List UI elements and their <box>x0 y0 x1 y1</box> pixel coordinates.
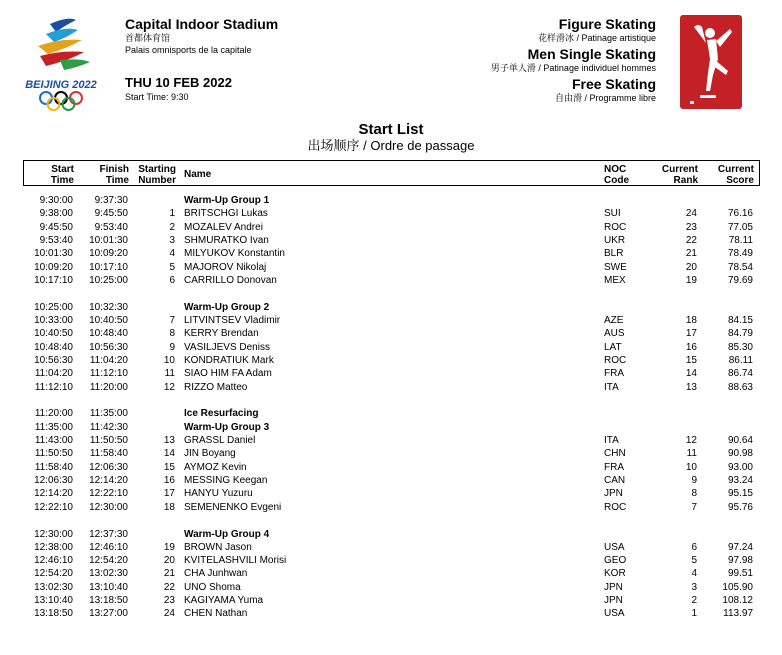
table-row <box>0 274 782 287</box>
cell-current-rank: 4 <box>691 568 697 580</box>
cell-noc-code: UKR <box>604 235 626 246</box>
cell-finish-time: 12:30:00 <box>89 501 128 513</box>
cell-starting-number: 16 <box>163 475 175 487</box>
cell-finish-time: 11:58:40 <box>89 448 128 460</box>
cell-current-rank: 6 <box>691 541 697 553</box>
cell-start-time: 10:40:50 <box>34 328 73 340</box>
cell-finish-time: 12:46:10 <box>89 541 128 553</box>
cell-name: CHEN Nathan <box>184 608 248 620</box>
cell-current-score: 76.16 <box>727 208 753 220</box>
cell-starting-number: 11 <box>164 368 175 380</box>
table-row <box>0 341 782 354</box>
phase-name: Free Skating <box>571 76 656 92</box>
cell-finish-time: 9:45:50 <box>94 208 128 220</box>
table-row <box>0 354 782 367</box>
cell-current-score: 86.74 <box>727 368 753 380</box>
group-row <box>0 301 782 314</box>
cell-group-label: Warm-Up Group 2 <box>184 301 270 313</box>
cell-noc-code: USA <box>604 608 625 620</box>
table-row <box>0 607 782 620</box>
cell-current-score: 97.24 <box>727 541 753 553</box>
col-current-score: Current Score <box>717 164 754 186</box>
table-row <box>0 221 782 234</box>
cell-name: HANYU Yuzuru <box>184 488 253 500</box>
cell-noc-code: ROC <box>604 501 627 513</box>
start-time: Start Time: 9:30 <box>125 92 189 102</box>
col-starting-number: Starting Number <box>138 164 176 186</box>
cell-start-time: 9:45:50 <box>39 221 73 233</box>
sport-subtitle: 花样滑冰 / Patinage artistique <box>537 33 656 43</box>
title-main: Start List <box>358 121 424 138</box>
table-row <box>0 581 782 594</box>
cell-current-score: 78.54 <box>727 261 753 273</box>
cell-finish-time: 10:25:00 <box>89 275 128 286</box>
cell-finish-time: 11:20:00 <box>89 381 128 393</box>
cell-finish-time: 12:54:20 <box>89 555 128 567</box>
group-row <box>0 528 782 541</box>
cell-start-time: 11:58:40 <box>34 461 73 473</box>
cell-current-rank: 5 <box>691 555 697 567</box>
cell-name: SHMURATKO Ivan <box>184 235 269 246</box>
cell-current-rank: 18 <box>685 315 697 326</box>
cell-starting-number: 7 <box>169 315 175 326</box>
cell-name: VASILJEVS Deniss <box>184 341 270 353</box>
table-row <box>0 474 782 487</box>
cell-noc-code: JPN <box>604 488 623 500</box>
cell-start-time: 12:06:30 <box>34 475 73 487</box>
cell-current-rank: 15 <box>685 355 697 366</box>
table-row <box>0 461 782 474</box>
cell-current-score: 90.64 <box>727 435 753 447</box>
table-header <box>23 160 760 186</box>
cell-current-score: 84.15 <box>727 315 753 326</box>
cell-noc-code: ITA <box>604 435 619 447</box>
cell-current-score: 113.97 <box>723 608 753 620</box>
cell-noc-code: JPN <box>604 581 623 593</box>
cell-starting-number: 23 <box>163 595 175 607</box>
cell-start-time: 12:54:20 <box>34 568 73 580</box>
phase-block <box>555 76 656 104</box>
cell-start-time: 10:56:30 <box>34 355 73 366</box>
cell-noc-code: SUI <box>604 208 621 220</box>
cell-current-rank: 12 <box>685 435 697 447</box>
cell-current-score: 95.76 <box>727 501 753 513</box>
cell-current-rank: 13 <box>685 381 697 393</box>
cell-start-time: 10:01:30 <box>34 248 73 260</box>
cell-noc-code: JPN <box>604 595 623 607</box>
cell-current-rank: 24 <box>685 208 697 220</box>
cell-start-time: 11:43:00 <box>34 435 73 447</box>
cell-noc-code: LAT <box>604 341 622 353</box>
cell-start-time: 11:35:00 <box>34 421 73 433</box>
cell-name: GRASSL Daniel <box>184 435 256 447</box>
cell-starting-number: 10 <box>163 355 175 366</box>
cell-current-rank: 9 <box>691 475 697 487</box>
table-row <box>0 434 782 447</box>
cell-finish-time: 12:37:30 <box>89 528 128 540</box>
cell-start-time: 12:30:00 <box>34 528 73 540</box>
group-row <box>0 194 782 207</box>
phase-subtitle: 自由滑 / Programme libre <box>554 93 656 103</box>
cell-noc-code: ROC <box>604 355 627 366</box>
table-row <box>0 501 782 514</box>
date-block <box>125 75 232 103</box>
cell-start-time: 10:09:20 <box>34 261 73 273</box>
table-row <box>0 207 782 220</box>
cell-starting-number: 8 <box>169 328 175 340</box>
figure-skating-pictogram-icon <box>680 15 742 109</box>
cell-starting-number: 9 <box>169 341 175 353</box>
cell-starting-number: 2 <box>169 221 175 233</box>
cell-finish-time: 10:56:30 <box>89 341 128 353</box>
cell-starting-number: 5 <box>169 261 175 273</box>
cell-current-rank: 10 <box>685 461 697 473</box>
venue-block <box>125 16 278 56</box>
cell-name: MILYUKOV Konstantin <box>184 248 285 260</box>
table-row <box>0 367 782 380</box>
cell-finish-time: 13:10:40 <box>89 581 128 593</box>
cell-name: SEMENENKO Evgeni <box>184 501 282 513</box>
cell-current-score: 78.11 <box>728 235 753 246</box>
cell-start-time: 9:53:40 <box>39 235 73 246</box>
cell-name: MAJOROV Nikolaj <box>184 261 267 273</box>
event-name: Men Single Skating <box>527 46 656 62</box>
cell-starting-number: 21 <box>163 568 175 580</box>
cell-name: RIZZO Matteo <box>184 381 248 393</box>
cell-name: SIAO HIM FA Adam <box>184 368 272 380</box>
cell-noc-code: CAN <box>604 475 626 487</box>
cell-name: KVITELASHVILI Morisi <box>184 555 287 567</box>
sport-block <box>538 16 656 44</box>
cell-current-rank: 8 <box>691 488 697 500</box>
cell-name: BRITSCHGI Lukas <box>184 208 268 220</box>
col-start-time: Start Time <box>50 164 74 186</box>
sport-name: Figure Skating <box>558 16 656 32</box>
cell-name: KERRY Brendan <box>184 328 259 340</box>
cell-finish-time: 10:17:10 <box>89 261 128 273</box>
title-sub: 出场顺序 / Ordre de passage <box>307 138 475 153</box>
table-row <box>0 554 782 567</box>
event-subtitle: 男子单人滑 / Patinage individuel hommes <box>490 63 656 73</box>
cell-finish-time: 12:14:20 <box>89 475 128 487</box>
cell-finish-time: 9:37:30 <box>94 195 128 206</box>
cell-finish-time: 12:22:10 <box>89 488 128 500</box>
cell-group-label: Ice Resurfacing <box>184 408 259 420</box>
cell-starting-number: 3 <box>169 235 175 246</box>
cell-current-score: 105.90 <box>722 581 753 593</box>
cell-start-time: 12:38:00 <box>34 541 73 553</box>
cell-current-rank: 11 <box>686 448 697 460</box>
cell-starting-number: 17 <box>163 488 175 500</box>
cell-name: KONDRATIUK Mark <box>184 355 274 366</box>
cell-current-score: 79.69 <box>727 275 753 286</box>
cell-finish-time: 11:04:20 <box>89 355 128 366</box>
table-row <box>0 247 782 260</box>
brand-label: BEIJING 2022 <box>25 79 97 91</box>
cell-current-score: 86.11 <box>728 355 753 366</box>
cell-start-time: 9:38:00 <box>39 208 73 220</box>
cell-start-time: 11:20:00 <box>34 408 73 420</box>
table-row <box>0 487 782 500</box>
cell-finish-time: 10:09:20 <box>89 248 128 260</box>
cell-start-time: 12:46:10 <box>34 555 73 567</box>
cell-current-score: 93.00 <box>727 461 753 473</box>
table-row <box>0 381 782 394</box>
cell-finish-time: 9:53:40 <box>94 221 128 233</box>
cell-current-rank: 21 <box>685 248 697 260</box>
cell-noc-code: FRA <box>604 461 624 473</box>
table-row <box>0 541 782 554</box>
cell-current-rank: 16 <box>685 341 697 353</box>
cell-start-time: 10:25:00 <box>34 301 73 313</box>
cell-noc-code: ROC <box>604 221 627 233</box>
cell-start-time: 13:18:50 <box>34 608 73 620</box>
cell-current-rank: 23 <box>685 221 697 233</box>
cell-start-time: 11:12:10 <box>34 381 73 393</box>
table-row <box>0 327 782 340</box>
group-row <box>0 407 782 420</box>
cell-start-time: 10:48:40 <box>34 341 73 353</box>
cell-current-rank: 2 <box>691 595 697 607</box>
cell-start-time: 12:14:20 <box>34 488 73 500</box>
cell-finish-time: 13:02:30 <box>89 568 128 580</box>
cell-starting-number: 18 <box>163 501 175 513</box>
cell-current-score: 90.98 <box>727 448 753 460</box>
cell-finish-time: 11:35:00 <box>89 408 128 420</box>
cell-name: MESSING Keegan <box>184 475 268 487</box>
cell-current-rank: 20 <box>685 261 697 273</box>
cell-finish-time: 12:06:30 <box>89 461 128 473</box>
cell-name: LITVINTSEV Vladimir <box>184 315 281 326</box>
cell-current-score: 99.51 <box>727 568 753 580</box>
cell-name: KAGIYAMA Yuma <box>184 595 264 607</box>
cell-noc-code: MEX <box>604 275 626 286</box>
cell-starting-number: 20 <box>163 555 175 567</box>
cell-group-label: Warm-Up Group 3 <box>184 421 270 433</box>
cell-current-score: 85.30 <box>727 341 753 353</box>
cell-current-score: 93.24 <box>727 475 753 487</box>
cell-noc-code: USA <box>604 541 625 553</box>
cell-finish-time: 11:12:10 <box>89 368 128 380</box>
cell-starting-number: 14 <box>163 448 175 460</box>
cell-finish-time: 10:48:40 <box>89 328 128 340</box>
cell-noc-code: ITA <box>604 381 619 393</box>
beijing-2022-emblem <box>20 14 102 112</box>
venue-name-fr: Palais omnisports de la capitale <box>125 45 252 55</box>
cell-name: CARRILLO Donovan <box>184 275 277 286</box>
cell-current-score: 88.63 <box>727 381 753 393</box>
document-title <box>0 121 782 154</box>
cell-noc-code: BLR <box>604 248 624 260</box>
table-row <box>0 314 782 327</box>
cell-start-time: 13:10:40 <box>34 595 73 607</box>
cell-current-score: 78.49 <box>727 248 753 260</box>
cell-noc-code: GEO <box>604 555 627 567</box>
cell-starting-number: 12 <box>163 381 175 393</box>
cell-start-time: 12:22:10 <box>34 501 73 513</box>
group-row <box>0 421 782 434</box>
cell-current-rank: 17 <box>685 328 697 340</box>
cell-current-score: 108.12 <box>722 595 753 607</box>
cell-starting-number: 6 <box>169 275 175 286</box>
cell-start-time: 10:17:10 <box>34 275 73 286</box>
cell-starting-number: 15 <box>163 461 175 473</box>
col-finish-time: Finish Time <box>99 164 129 186</box>
venue-name: Capital Indoor Stadium <box>125 16 279 32</box>
cell-start-time: 10:33:00 <box>34 315 73 326</box>
cell-noc-code: FRA <box>604 368 624 380</box>
cell-start-time: 9:30:00 <box>39 195 73 206</box>
cell-noc-code: KOR <box>604 568 626 580</box>
cell-group-label: Warm-Up Group 4 <box>184 528 270 540</box>
cell-start-time: 11:50:50 <box>34 448 73 460</box>
event-block <box>491 46 656 74</box>
cell-name: JIN Boyang <box>184 448 236 460</box>
cell-finish-time: 11:50:50 <box>89 435 128 447</box>
table-row <box>0 594 782 607</box>
cell-name: AYMOZ Kevin <box>184 461 247 473</box>
cell-name: CHA Junhwan <box>184 568 248 580</box>
cell-name: MOZALEV Andrei <box>184 221 263 233</box>
cell-noc-code: SWE <box>604 261 627 273</box>
cell-starting-number: 4 <box>169 248 175 260</box>
cell-current-rank: 1 <box>691 608 697 620</box>
cell-start-time: 11:04:20 <box>34 368 73 380</box>
cell-finish-time: 10:01:30 <box>89 235 128 246</box>
cell-current-rank: 7 <box>691 501 697 513</box>
table-row <box>0 447 782 460</box>
cell-current-rank: 19 <box>685 275 697 286</box>
cell-finish-time: 13:27:00 <box>89 608 128 620</box>
cell-starting-number: 19 <box>163 541 175 553</box>
cell-name: UNO Shoma <box>184 581 241 593</box>
cell-current-score: 84.79 <box>727 328 753 340</box>
cell-noc-code: AUS <box>604 328 625 340</box>
cell-finish-time: 11:42:30 <box>89 421 128 433</box>
cell-start-time: 13:02:30 <box>34 581 73 593</box>
cell-current-score: 77.05 <box>727 221 753 233</box>
col-name: Name <box>184 169 212 180</box>
cell-finish-time: 13:18:50 <box>89 595 128 607</box>
table-row <box>0 261 782 274</box>
cell-starting-number: 24 <box>163 608 175 620</box>
table-row <box>0 234 782 247</box>
event-date: THU 10 FEB 2022 <box>125 75 232 90</box>
cell-name: BROWN Jason <box>184 541 252 553</box>
cell-group-label: Warm-Up Group 1 <box>184 195 270 206</box>
table-row <box>0 567 782 580</box>
col-noc-code: NOC Code <box>604 164 629 186</box>
cell-current-score: 95.15 <box>727 488 753 500</box>
cell-current-rank: 14 <box>685 368 697 380</box>
cell-starting-number: 1 <box>169 208 175 220</box>
cell-starting-number: 22 <box>163 581 175 593</box>
cell-current-score: 97.98 <box>727 555 753 567</box>
cell-current-rank: 3 <box>691 581 697 593</box>
cell-noc-code: AZE <box>604 315 624 326</box>
col-current-rank: Current Rank <box>661 164 698 186</box>
cell-finish-time: 10:40:50 <box>89 315 128 326</box>
cell-current-rank: 22 <box>685 235 697 246</box>
cell-starting-number: 13 <box>163 435 175 447</box>
cell-noc-code: CHN <box>604 448 626 460</box>
venue-name-zh: 首都体育馆 <box>125 33 171 43</box>
cell-finish-time: 10:32:30 <box>89 301 128 313</box>
